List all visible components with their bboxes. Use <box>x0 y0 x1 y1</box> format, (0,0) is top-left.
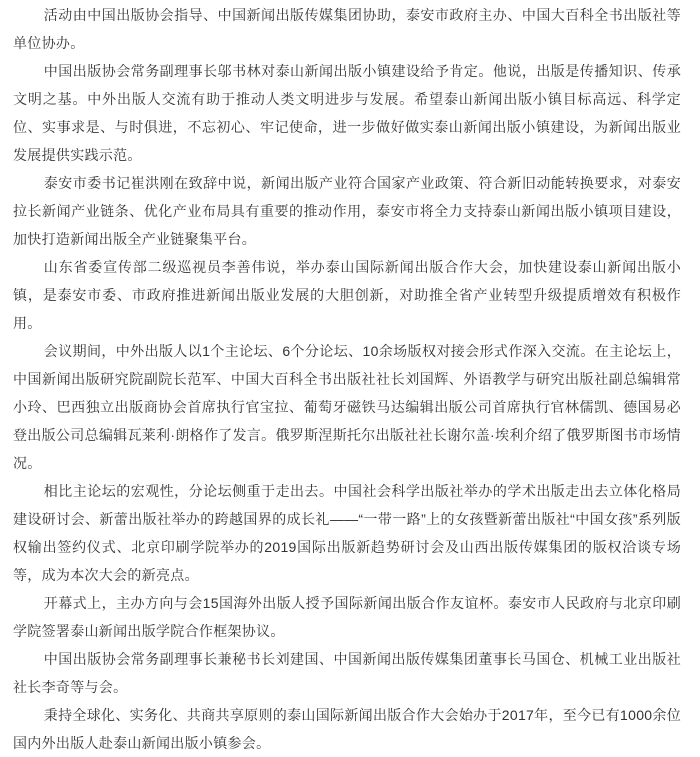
paragraph-forum-speakers: 会议期间，中外出版人以1个主论坛、6个分论坛、10余场版权对接会形式作深入交流。在主论坛上，中国新闻出版研究院副院长范军、中国大百科全书出版社社长刘国辉、外语教学与研究出版社副总编辑常小玲、巴西独立出版商协会首席执行官宝拉、葡萄牙磁铁马达编辑出版公司首席执行官林儒凯、德国易必登出版公司总编辑瓦莱利·朗格作了发言。俄罗斯涅斯托尔出版社社长谢尔盖·埃利介绍了俄罗斯图书市场情况。 <box>13 343 681 471</box>
paragraph-activity-organizers: 活动由中国出版协会指导、中国新闻出版传媒集团协助，泰安市政府主办、中国大百科全书出版社等单位协办。 <box>13 7 681 51</box>
paragraph-attendees: 中国出版协会常务副理事长兼秘书长刘建国、中国新闻出版传媒集团董事长马国仓、机械工业出版社社长李奇等与会。 <box>13 651 681 695</box>
paragraph-conference-history: 秉持全球化、实务化、共商共享原则的泰山国际新闻出版合作大会始办于2017年，至今已有1000余位国内外出版人赴泰山新闻出版小镇参会。 <box>13 707 681 751</box>
paragraph-wu-shulin-remarks: 中国出版协会常务副理事长邬书林对泰山新闻出版小镇建设给予肯定。他说，出版是传播知识、传承文明之基。中外出版人交流有助于推动人类文明进步与发展。希望泰山新闻出版小镇目标高远、科学定位、实事求是、与时俱进，不忘初心、牢记使命，进一步做好做实泰山新闻出版小镇建设，为新闻出版业发展提供实践示范。 <box>13 63 681 163</box>
paragraph-subforum-highlights: 相比主论坛的宏观性，分论坛侧重于走出去。中国社会科学出版社举办的学术出版走出去立体化格局建设研讨会、新蕾出版社举办的跨越国界的成长礼——“一带一路”上的女孩暨新蕾出版社“中国女孩”系列版权输出签约仪式、北京印刷学院举办的2019国际出版新趋势研讨会及山西出版传媒集团的版权洽谈专场等，成为本次大会的新亮点。 <box>13 483 681 583</box>
paragraph-cui-honggang-remarks: 泰安市委书记崔洪刚在致辞中说，新闻出版产业符合国家产业政策、符合新旧动能转换要求，对泰安拉长新闻产业链条、优化产业布局具有重要的推动作用，泰安市将全力支持泰山新闻出版小镇项目建设，加快打造新闻出版全产业链聚集平台。 <box>13 175 681 247</box>
paragraph-opening-ceremony: 开幕式上，主办方向与会15国海外出版人授予国际新闻出版合作友谊杯。泰安市人民政府与北京印刷学院签署泰山新闻出版学院合作框架协议。 <box>13 595 681 639</box>
paragraph-li-shanwei-remarks: 山东省委宣传部二级巡视员李善伟说，举办泰山国际新闻出版合作大会，加快建设泰山新闻出版小镇，是泰安市委、市政府推进新闻出版业发展的大胆创新，对助推全省产业转型升级提质增效有积极作用。 <box>13 259 681 331</box>
